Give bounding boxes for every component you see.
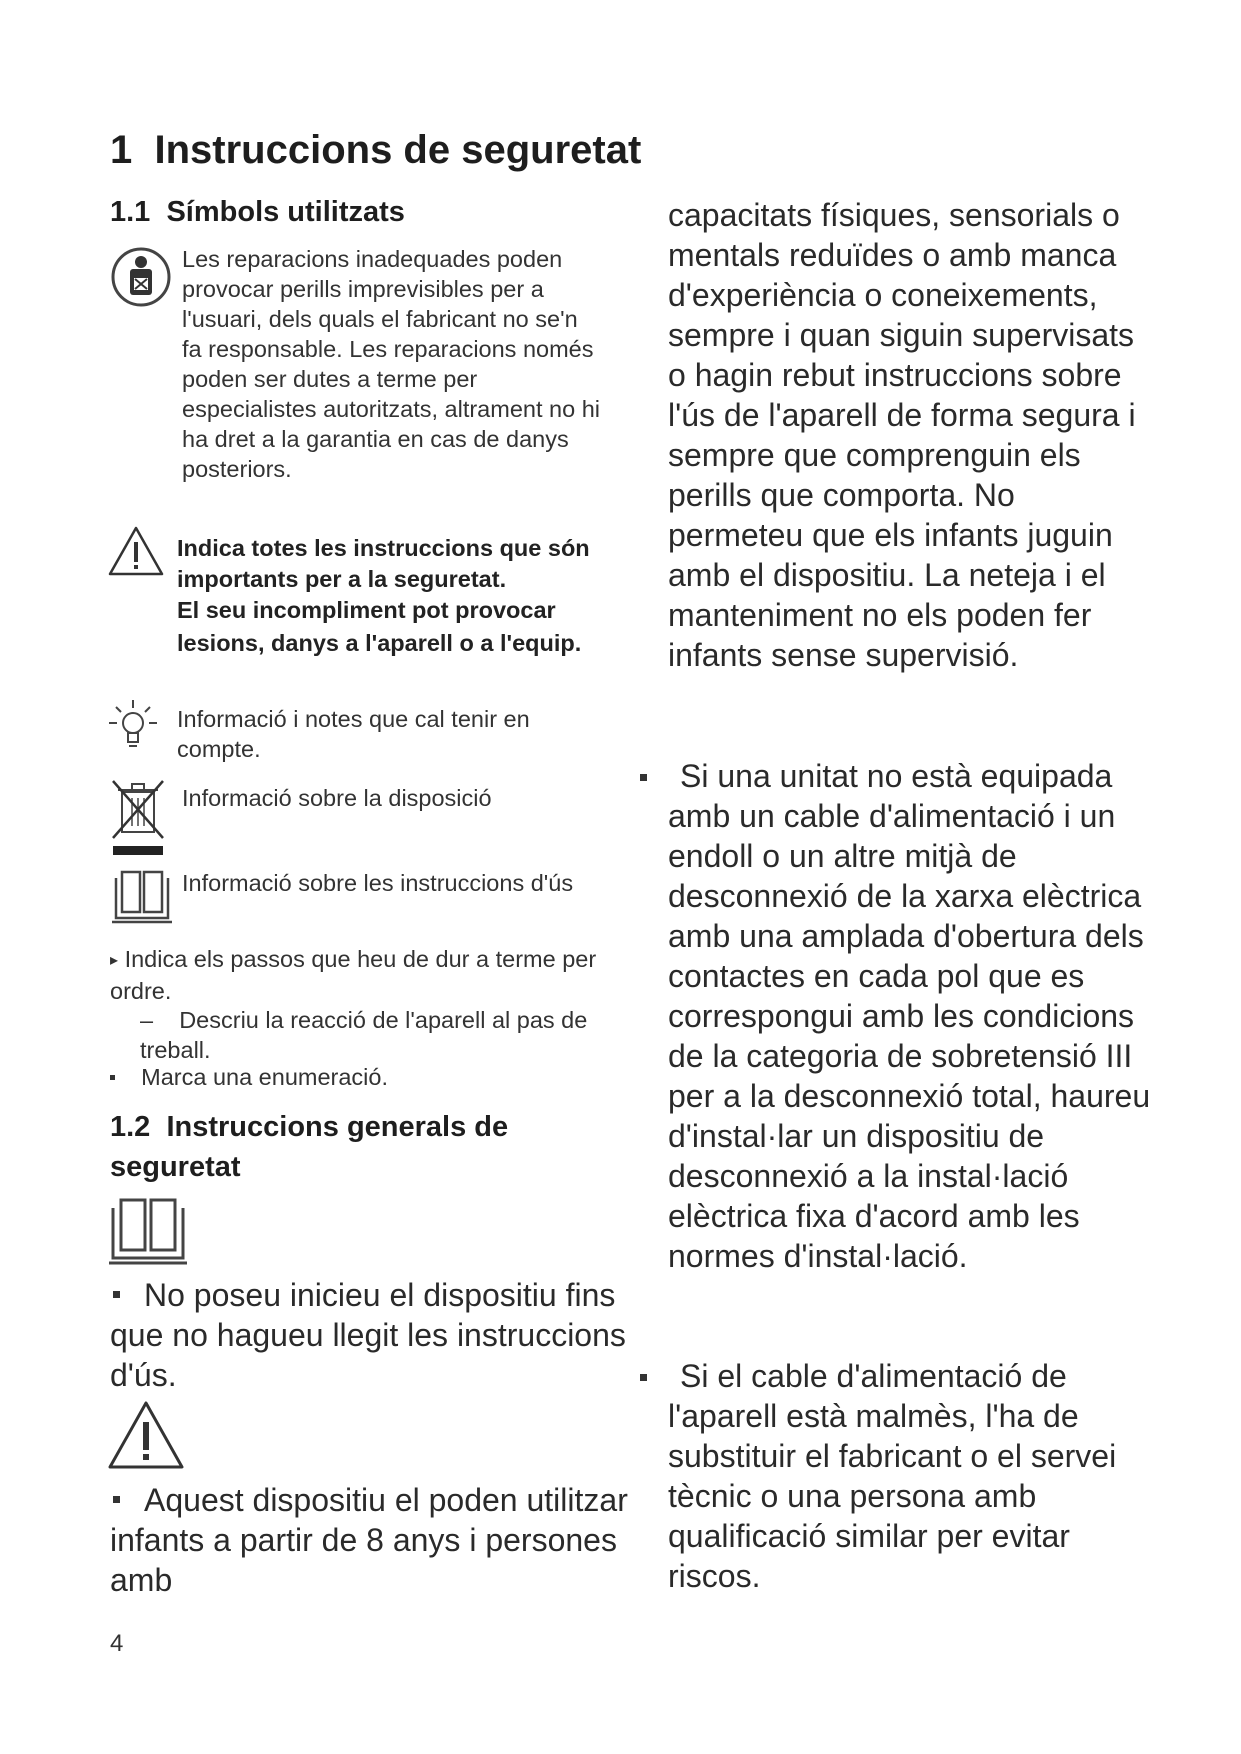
open-book-icon (110, 868, 174, 926)
safety-item-2-text: Aquest dispositiu el poden utilitzar infants a partir de 8 anys i persones amb (110, 1482, 628, 1598)
safety-item-1 (110, 1275, 630, 1395)
enum-item (110, 1062, 610, 1092)
section-number: 1.1 (110, 196, 151, 228)
open-book-icon (107, 1196, 189, 1268)
warning-text-2: El seu incompliment pot provocar lesions, danys a l'aparell o a l'equip. (177, 597, 582, 656)
list-bullet (113, 1496, 120, 1503)
right-column-continuation: capacitats físiques, sensorials o mentals reduïdes o amb manca d'experiència o coneixements, sempre i quan siguin supervisats o hagin rebut instruccions sobre l'ús de l'aparell de forma segura i sempre que comprenguin els perills que comporta. No permeteu que els infants juguin amb el dispositiu. La neteja i el manteniment no els poden fer infants sense supervisió. (668, 197, 1136, 673)
safety-item-1-text: No poseu inicieu el dispositiu fins que no hagueu llegit les instruccions d'ús. (110, 1277, 626, 1393)
page-title-text: Instruccions de seguretat (154, 128, 642, 172)
reaction-text: Descriu la reacció de l'aparell al pas de treball. (140, 1007, 588, 1063)
steps-text: Indica els passos que heu de dur a terme per ordre. (110, 946, 597, 1004)
warning-triangle-icon (107, 1400, 185, 1470)
warning-triangle-icon (107, 525, 165, 577)
section-1-1-heading (110, 192, 405, 232)
lightbulb-icon (106, 698, 160, 758)
page-title (110, 128, 641, 173)
safety-item-3 (640, 756, 1160, 1276)
section-title: Instruccions generals de seguretat (110, 1111, 509, 1183)
reaction-marker: – (140, 1007, 154, 1033)
section-1-2-heading (110, 1107, 580, 1187)
safety-item-4-text: Si el cable d'alimentació de l'aparell està malmès, l'ha de substituir el fabricant o el servei tècnic o una persona amb qualificació similar per evitar riscos. (668, 1358, 1117, 1594)
crossed-bin-icon (110, 778, 166, 860)
manual-text: Informació sobre les instruccions d'ús (182, 870, 574, 896)
repair-text: Les reparacions inadequades poden provocar perills imprevisibles per a l'usuari, dels quals el fabricant no se'n fa responsable. Les reparacions només poden ser dutes a terme per especialistes autoritzats, altrament no hi ha dret a la garantia en cas de danys posteriors. (182, 246, 600, 482)
page-title-number: 1 (110, 128, 133, 172)
list-bullet (640, 1374, 647, 1381)
section-number: 1.2 (110, 1111, 151, 1143)
repair-person-icon (110, 246, 172, 308)
info-text: Informació i notes que cal tenir en compte. (177, 706, 530, 762)
warning-text-1: Indica totes les instruccions que són importants per a la seguretat. (177, 535, 590, 592)
list-bullet (640, 774, 647, 781)
disposal-text: Informació sobre la disposició (182, 785, 492, 811)
reaction-item (140, 1005, 610, 1065)
steps-marker: ▸ (110, 952, 119, 969)
safety-item-3-text: Si una unitat no està equipada amb un cable d'alimentació i un endoll o un altre mitjà de desconnexió de la xarxa elèctrica amb una amplada d'obertura dels contactes en cada pol que es correspongui amb les condicions de la categoria de sobretensió III per a la desconnexió total, haureu d'instal·lar un dispositiu de desconnexió a la instal·lació elèctrica fixa d'acord amb les normes d'instal·lació. (668, 758, 1151, 1274)
page-number: 4 (110, 1630, 124, 1657)
section-title: Símbols utilitzats (166, 196, 405, 228)
list-bullet (113, 1291, 120, 1298)
safety-item-2 (110, 1480, 630, 1600)
enum-text: Marca una enumeració. (141, 1064, 389, 1090)
steps-item (110, 944, 610, 1006)
enum-bullet (110, 1075, 115, 1080)
safety-item-4 (640, 1356, 1160, 1596)
